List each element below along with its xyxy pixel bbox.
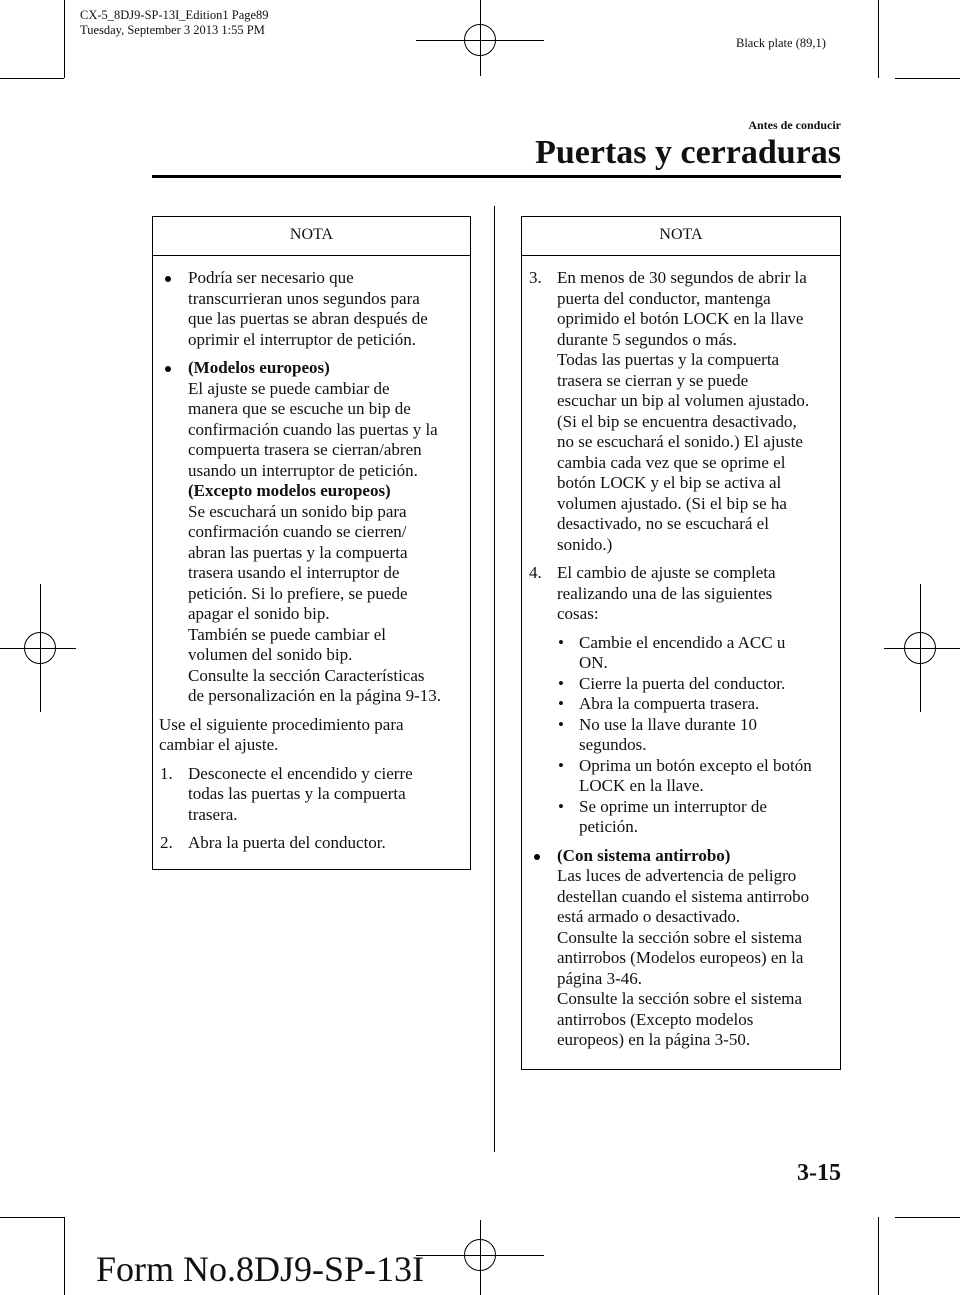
step-item: 4. El cambio de ajuste se completa realizando una de las siguientes cosas:: [529, 563, 776, 623]
form-number: Form No.8DJ9-SP-13I: [96, 1249, 425, 1289]
sub-bullet: •: [558, 796, 564, 816]
bullet-icon: [165, 276, 171, 282]
step-number: 2.: [160, 833, 173, 852]
step-item: 1. Desconecte el encendido y cierre todas las puertas y la compuerta trasera.: [160, 763, 413, 824]
note-content-left: [153, 256, 470, 854]
note-label: NOTA: [153, 217, 470, 256]
page-number: 3-15: [797, 1160, 841, 1186]
bullet-icon: [534, 854, 540, 860]
step-number: 3.: [529, 268, 542, 287]
step-number: 1.: [160, 763, 173, 783]
sub-item: • Abra la compuerta trasera.: [558, 694, 760, 713]
sub-list: [528, 633, 834, 838]
bullet-item: Podría ser necesario que transcurrieran unos segundos para que las puertas se abran después de oprimir el interruptor de petición.: [159, 268, 464, 350]
paragraph: Use el siguiente procedimiento para cambiar el ajuste.: [159, 714, 404, 754]
plate-label: Black plate (89,1): [736, 36, 826, 50]
column-divider: [494, 206, 495, 1152]
meta-line-2: Tuesday, September 3 2013 1:55 PM: [80, 23, 265, 37]
print-meta: [80, 8, 269, 38]
meta-line-1: CX-5_8DJ9-SP-13I_Edition1 Page89: [80, 8, 269, 22]
section-label: Antes de conducir: [748, 118, 841, 132]
note-content-right: [522, 256, 840, 1051]
bullet-icon: [165, 366, 171, 372]
bullet-item: (Con sistema antirrobo) Las luces de advertencia de peligro destellan cuando el sistema antirrobo está armado o desactivado. Consulte la sección sobre el sistema antirrobos (Modelos europeos) en la página 3-46. Consulte la sección sobre el sistema antirrobos (Excepto modelos europeos) en la página 3-50.: [528, 846, 834, 1051]
sub-bullet: •: [558, 755, 564, 775]
note-box-right: [521, 216, 841, 1070]
step-item: 2. Abra la puerta del conductor.: [160, 833, 386, 852]
step-item: 3. En menos de 30 segundos de abrir la puerta del conductor, mantenga oprimido el botón LOCK en la llave durante 5 segundos o más. Todas las puertas y la compuerta trasera se cierran y se puede escuchar un bip al volumen ajustado. (Si el bip se encuentra desactivado, no se escuchará el sonido.) El ajuste cambia cada vez que se oprime el botón LOCK y el bip se activa al volumen ajustado. (Si el bip se ha desactivado, no se escuchará el sonido.): [529, 268, 810, 554]
note-label: NOTA: [522, 217, 840, 256]
sub-item: • Se oprime un interruptor de petición.: [558, 796, 767, 836]
sub-bullet: •: [558, 714, 564, 734]
sub-item: • No use la llave durante 10 segundos.: [558, 714, 757, 754]
page-title: Puertas y cerraduras: [535, 134, 841, 171]
bullet-item: (Modelos europeos) El ajuste se puede cambiar de manera que se escuche un bip de confirmación cuando las puertas y la compuerta trasera se cierran/abren usando un interruptor de petición. (Excepto modelos europeos) Se escuchará un sonido bip para confirmación cuando se cierren/ abran las puertas y la compuerta trasera usando el interruptor de petición. Si lo prefiere, se puede apagar el sonido bip. También se puede cambiar el volumen del sonido bip. Consulte la sección Características de personalización en la página 9-13.: [159, 358, 464, 707]
note-box-left: [152, 216, 471, 870]
sub-item: • Cierre la puerta del conductor.: [558, 673, 786, 693]
sub-bullet: •: [558, 673, 564, 693]
sub-bullet: •: [558, 632, 564, 652]
sub-item: • Cambie el encendido a ACC u ON.: [558, 632, 786, 672]
title-rule: [152, 175, 841, 178]
sub-item: • Oprima un botón excepto el botón LOCK en la llave.: [558, 755, 812, 795]
step-number: 4.: [529, 563, 542, 582]
sub-bullet: •: [558, 694, 564, 713]
